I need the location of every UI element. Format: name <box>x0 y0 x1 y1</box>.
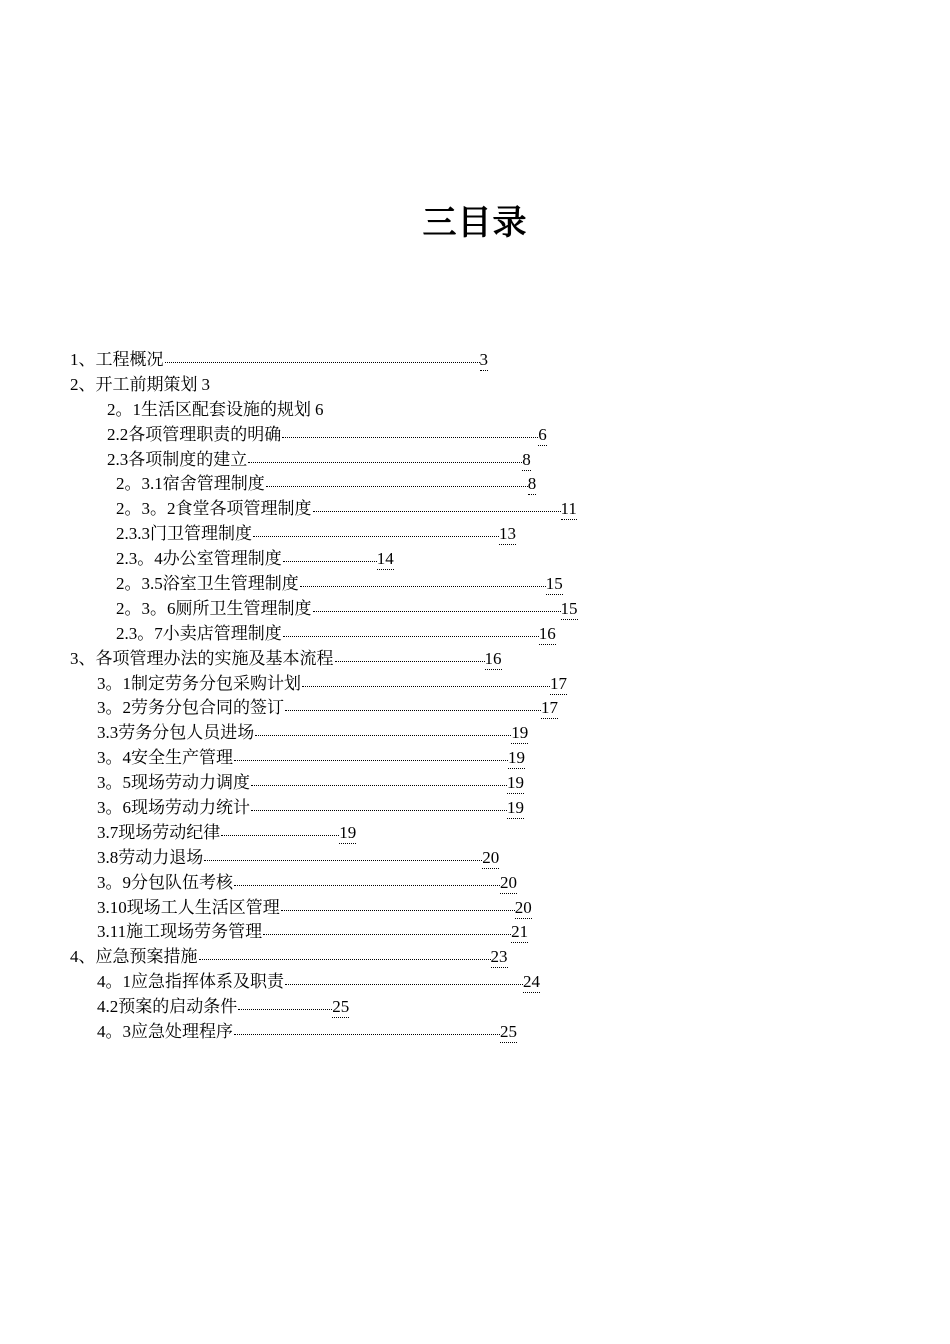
table-of-contents <box>0 348 950 1045</box>
toc-entry-label: 3.7现场劳动纪律 <box>97 822 221 842</box>
toc-entry-page: 23 <box>490 947 508 967</box>
toc-entry-page: 17 <box>541 698 558 718</box>
toc-entry-page: 6 <box>315 399 324 419</box>
toc-entry-label: 3.8劳动力退场 <box>97 847 204 867</box>
toc-entry-label: 2.3。4办公室管理制度 <box>116 549 282 569</box>
toc-entry[interactable] <box>0 572 950 597</box>
toc-entry-page: 8 <box>527 474 537 494</box>
toc-entry-page: 3 <box>201 374 210 394</box>
toc-dot-leader <box>238 1008 332 1010</box>
toc-dot-leader <box>335 660 485 662</box>
toc-dot-leader <box>204 859 482 861</box>
toc-dot-leader <box>285 983 523 985</box>
toc-entry-page: 19 <box>507 798 524 818</box>
toc-entry-page: 6 <box>538 424 547 444</box>
toc-entry-label: 3.11施工现场劳务管理 <box>97 922 263 942</box>
toc-dot-leader <box>263 933 511 935</box>
toc-entry-label: 3。6现场劳动力统计 <box>97 798 250 818</box>
toc-entry-label: 3、各项管理办法的实施及基本流程 <box>70 648 334 668</box>
toc-entry-page: 16 <box>484 648 502 668</box>
toc-entry[interactable] <box>0 398 950 423</box>
toc-entry[interactable] <box>0 846 950 871</box>
toc-dot-leader <box>234 884 500 886</box>
toc-entry[interactable] <box>0 721 950 746</box>
toc-entry[interactable] <box>0 448 950 473</box>
toc-dot-leader <box>234 1033 500 1035</box>
toc-entry-page: 15 <box>545 574 563 594</box>
toc-dot-leader <box>285 709 541 711</box>
toc-entry[interactable] <box>0 920 950 945</box>
toc-entry-page: 25 <box>332 997 350 1017</box>
toc-entry-label: 2.3.3门卫管理制度 <box>116 524 252 544</box>
page-title: 三目录 <box>422 205 528 242</box>
toc-entry-page: 16 <box>538 623 556 643</box>
toc-entry-page: 13 <box>499 524 516 544</box>
toc-entry-label: 2.3各项制度的建立 <box>107 449 248 469</box>
toc-entry-label: 2。3.5浴室卫生管理制度 <box>116 574 299 594</box>
toc-entry-label: 2.3。7小卖店管理制度 <box>116 623 282 643</box>
toc-dot-leader <box>283 560 377 562</box>
toc-entry[interactable] <box>0 647 950 672</box>
toc-entry[interactable] <box>0 771 950 796</box>
toc-entry[interactable] <box>0 423 950 448</box>
toc-entry[interactable] <box>0 821 950 846</box>
toc-dot-leader <box>266 485 528 487</box>
toc-entry-page: 14 <box>376 549 394 569</box>
toc-entry-page: 20 <box>500 872 517 892</box>
toc-dot-leader <box>283 635 539 637</box>
toc-entry[interactable] <box>0 472 950 497</box>
toc-entry-label: 3。2劳务分包合同的签订 <box>97 698 284 718</box>
toc-entry-page: 24 <box>523 972 540 992</box>
toc-entry-label: 2.2各项管理职责的明确 <box>107 424 282 444</box>
toc-entry-label: 3。9分包队伍考核 <box>97 872 233 892</box>
toc-dot-leader <box>313 510 561 512</box>
toc-dot-leader <box>282 436 538 438</box>
toc-entry-label: 4.2预案的启动条件 <box>97 997 238 1017</box>
toc-entry-page: 19 <box>511 723 529 743</box>
toc-entry-label: 3。1制定劳务分包采购计划 <box>97 673 301 693</box>
toc-dot-leader <box>221 834 339 836</box>
toc-entry-label: 2。3.1宿舍管理制度 <box>116 474 265 494</box>
toc-entry[interactable] <box>0 970 950 995</box>
toc-entry-page: 19 <box>339 822 357 842</box>
toc-entry-label: 2。3。2食堂各项管理制度 <box>116 499 312 519</box>
toc-entry[interactable] <box>0 497 950 522</box>
toc-entry[interactable] <box>0 746 950 771</box>
toc-entry-page: 17 <box>550 673 567 693</box>
toc-entry[interactable] <box>0 871 950 896</box>
toc-entry-label: 2、开工前期策划 <box>70 374 198 394</box>
toc-entry-label: 1、工程概况 <box>70 350 164 369</box>
toc-entry-page: 11 <box>560 499 577 519</box>
toc-dot-leader <box>199 958 491 960</box>
toc-entry-page: 20 <box>514 897 532 917</box>
toc-dot-leader <box>251 784 507 786</box>
toc-entry[interactable] <box>0 622 950 647</box>
toc-entry-label: 4、应急预案措施 <box>70 947 198 967</box>
toc-dot-leader <box>251 809 507 811</box>
toc-dot-leader <box>248 461 522 463</box>
toc-dot-leader <box>313 610 561 612</box>
toc-entry-page: 19 <box>507 773 524 793</box>
toc-entry[interactable] <box>0 597 950 622</box>
toc-dot-leader <box>300 585 546 587</box>
toc-entry-label: 3.3劳务分包人员进场 <box>97 723 255 743</box>
toc-entry[interactable] <box>0 522 950 547</box>
toc-entry-page: 19 <box>508 748 525 768</box>
toc-entry[interactable] <box>0 672 950 697</box>
toc-entry[interactable] <box>0 945 950 970</box>
toc-entry-label: 3。5现场劳动力调度 <box>97 773 250 793</box>
toc-dot-leader <box>253 535 499 537</box>
toc-entry[interactable] <box>0 796 950 821</box>
toc-dot-leader <box>281 909 515 911</box>
toc-entry[interactable] <box>0 373 950 398</box>
toc-entry-page: 8 <box>522 449 531 469</box>
toc-entry-page: 25 <box>500 1022 517 1042</box>
toc-entry-page: 20 <box>482 847 500 867</box>
toc-entry[interactable] <box>0 896 950 921</box>
toc-dot-leader <box>255 734 511 736</box>
toc-entry-page: 3 <box>479 350 488 369</box>
toc-entry-label: 4。3应急处理程序 <box>97 1022 233 1042</box>
toc-entry-page: 15 <box>560 598 578 618</box>
toc-entry[interactable] <box>0 1020 950 1045</box>
toc-entry-label: 2。1生活区配套设施的规划 <box>107 399 311 419</box>
toc-dot-leader <box>234 759 508 761</box>
toc-entry[interactable] <box>0 547 950 572</box>
toc-entry[interactable] <box>0 995 950 1020</box>
toc-entry-page: 21 <box>511 922 529 942</box>
toc-entry-label: 4。1应急指挥体系及职责 <box>97 972 284 992</box>
toc-dot-leader <box>302 685 550 687</box>
toc-entry[interactable] <box>0 696 950 721</box>
toc-entry[interactable] <box>0 348 950 373</box>
toc-entry-label: 2。3。6厕所卫生管理制度 <box>116 598 312 618</box>
toc-entry-label: 3.10现场工人生活区管理 <box>97 897 280 917</box>
toc-entry-label: 3。4安全生产管理 <box>97 748 233 768</box>
toc-dot-leader <box>165 361 480 363</box>
